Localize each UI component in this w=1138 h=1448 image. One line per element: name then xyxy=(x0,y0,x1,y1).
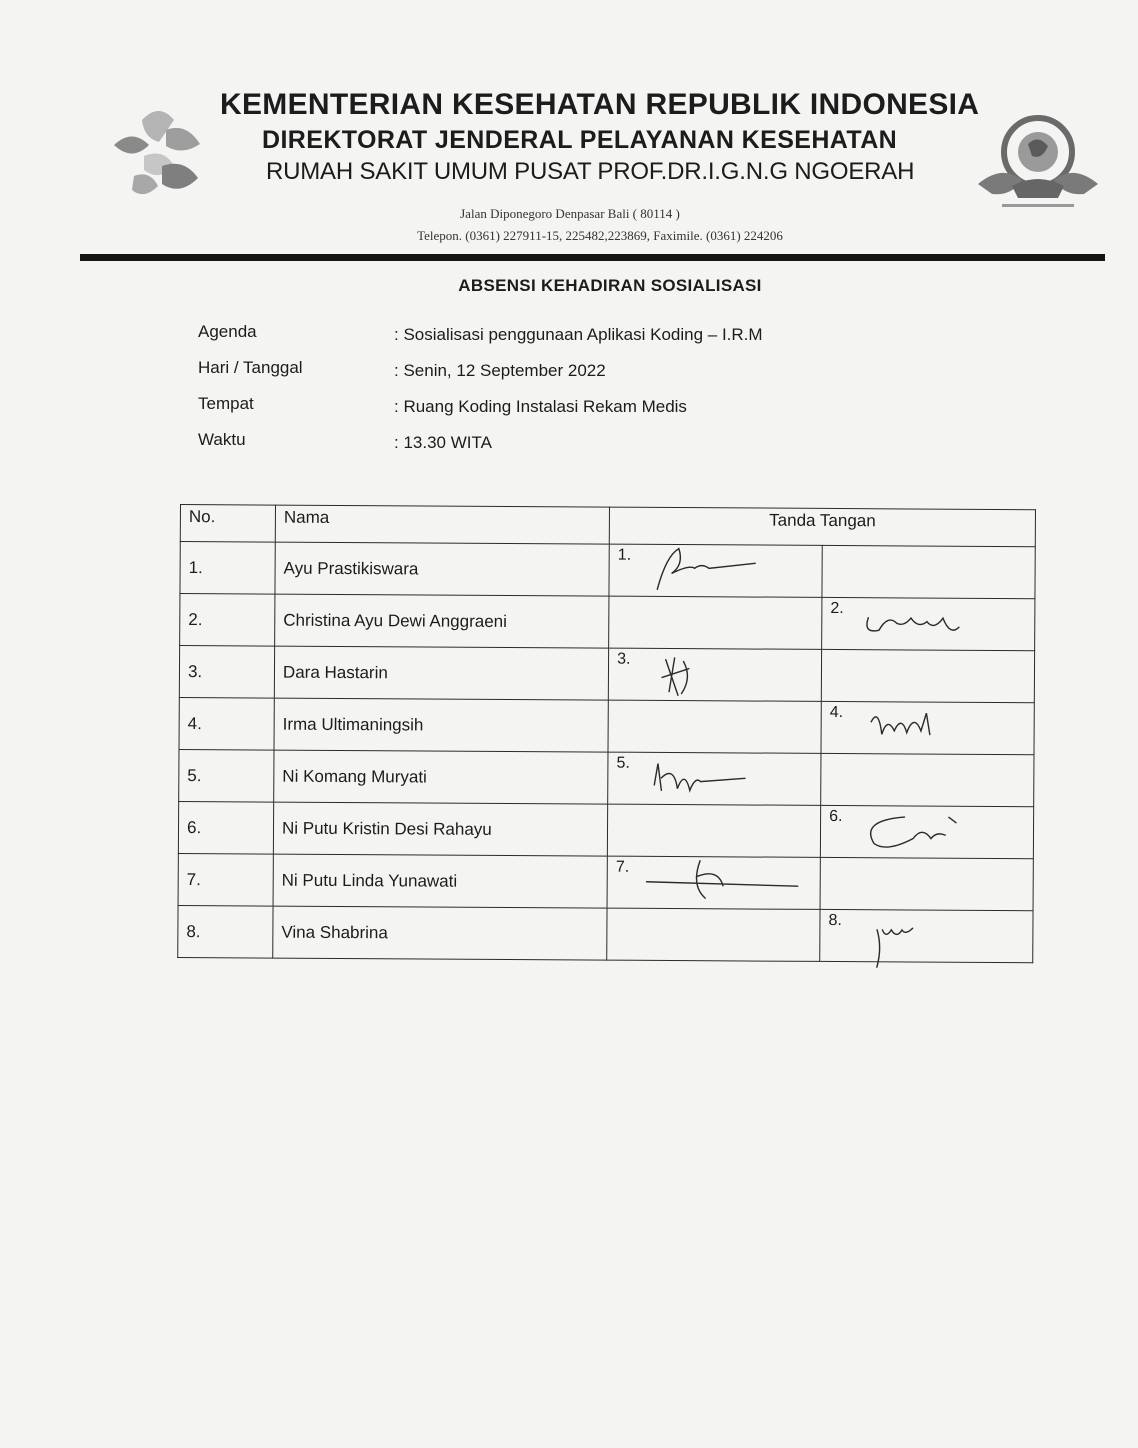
attendee-name: Irma Ultimaningsih xyxy=(274,698,608,752)
attendance-table xyxy=(177,504,1036,963)
hospital-emblem-icon xyxy=(972,106,1104,216)
row-number: 3. xyxy=(179,646,274,699)
signature-cell-left xyxy=(607,856,820,909)
row-number: 6. xyxy=(178,801,273,854)
row-number: 7. xyxy=(178,853,273,906)
attendee-name: Vina Shabrina xyxy=(273,906,607,960)
header-nama: Nama xyxy=(275,505,609,544)
info-value: : Senin, 12 September 2022 xyxy=(394,361,606,380)
address-line: Jalan Diponegoro Denpasar Bali ( 80114 ) xyxy=(460,206,680,221)
signature-number: 5. xyxy=(616,754,630,772)
info-label: Agenda xyxy=(198,322,257,341)
signature-number: 3. xyxy=(617,650,631,668)
info-value: : Sosialisasi penggunaan Aplikasi Koding – I.R.M xyxy=(394,325,763,344)
header-no: No. xyxy=(180,505,275,543)
signature-number: 6. xyxy=(829,807,843,826)
info-label: Hari / Tanggal xyxy=(198,358,303,377)
handwritten-signature-icon xyxy=(852,590,1012,655)
handwritten-signature-icon xyxy=(640,537,800,602)
meeting-info xyxy=(198,322,898,466)
attendee-name: Ni Komang Muryati xyxy=(274,750,608,804)
handwritten-signature-icon xyxy=(850,902,1010,967)
signature-number: 2. xyxy=(830,599,844,618)
contact-line: Telepon. (0361) 227911-15, 225482,223869, Faximile. (0361) 224206 xyxy=(417,228,783,243)
handwritten-signature-icon xyxy=(638,745,798,810)
row-number: 8. xyxy=(178,905,273,958)
signature-cell-right xyxy=(821,701,1034,754)
kemenkes-logo-icon xyxy=(104,100,214,210)
row-number: 1. xyxy=(180,542,275,595)
signature-cell-left xyxy=(608,752,821,805)
table-header-row xyxy=(180,505,1035,547)
signature-cell-right xyxy=(820,805,1033,858)
handwritten-signature-icon xyxy=(851,798,1011,863)
signature-number: 1. xyxy=(617,546,632,564)
info-row xyxy=(198,394,898,430)
signature-cell-right xyxy=(820,909,1033,962)
table-row xyxy=(180,594,1035,651)
info-row xyxy=(198,322,898,358)
attendee-name: Christina Ayu Dewi Anggraeni xyxy=(275,594,609,648)
signature-number: 8. xyxy=(828,911,842,930)
attendee-name: Dara Hastarin xyxy=(274,646,608,700)
directorate-name: DIREKTORAT JENDERAL PELAYANAN KESEHATAN xyxy=(262,126,898,154)
info-value: : 13.30 WITA xyxy=(394,433,492,452)
info-label: Tempat xyxy=(198,394,254,413)
table-row xyxy=(179,697,1034,754)
row-number: 2. xyxy=(180,594,275,647)
handwritten-signature-icon xyxy=(638,849,798,914)
hospital-name: RUMAH SAKIT UMUM PUSAT PROF.DR.I.G.N.G NGOERAH xyxy=(266,158,915,185)
attendee-name: Ni Putu Kristin Desi Rahayu xyxy=(273,802,607,856)
row-number: 4. xyxy=(179,697,274,750)
row-number: 5. xyxy=(179,749,274,802)
letterhead-divider xyxy=(80,254,1105,261)
info-row xyxy=(198,358,898,394)
signature-cell-left xyxy=(608,648,821,701)
header-tanda-tangan: Tanda Tangan xyxy=(609,507,1035,547)
document-title: ABSENSI KEHADIRAN SOSIALISASI xyxy=(458,276,762,295)
info-row xyxy=(198,430,898,466)
attendee-name: Ni Putu Linda Yunawati xyxy=(273,854,607,908)
signature-number: 4. xyxy=(829,703,844,722)
handwritten-signature-icon xyxy=(639,641,799,706)
attendance-table-wrapper xyxy=(180,504,1038,958)
signature-cell-left xyxy=(607,908,820,961)
attendee-name: Ayu Prastikiswara xyxy=(275,542,609,596)
ministry-name: KEMENTERIAN KESEHATAN REPUBLIK INDONESIA xyxy=(220,88,980,121)
signature-cell-right xyxy=(822,597,1035,650)
table-row xyxy=(178,801,1033,858)
table-row xyxy=(178,905,1033,962)
info-label: Waktu xyxy=(198,430,246,449)
info-value: : Ruang Koding Instalasi Rekam Medis xyxy=(394,397,687,416)
signature-number: 7. xyxy=(615,858,630,876)
signature-cell-left xyxy=(609,544,822,597)
handwritten-signature-icon xyxy=(851,694,1011,759)
